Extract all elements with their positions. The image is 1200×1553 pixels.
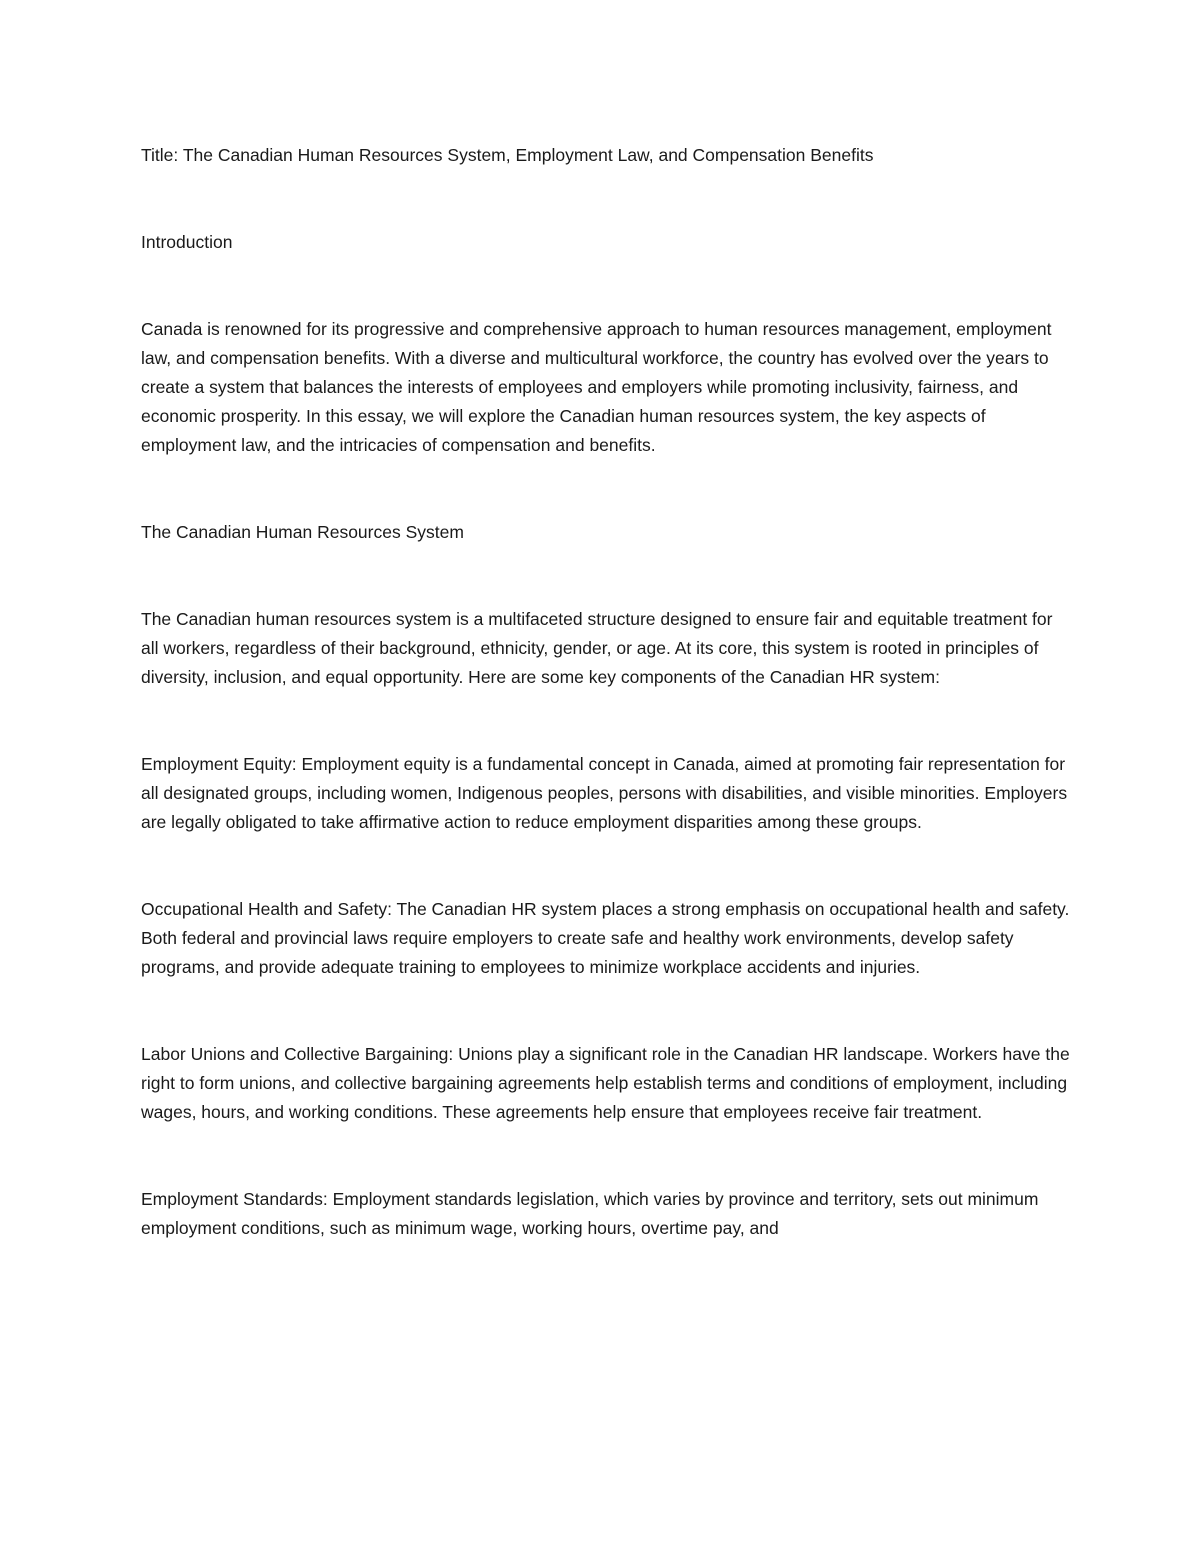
- hr-system-heading: The Canadian Human Resources System: [141, 522, 464, 542]
- introduction-heading: Introduction: [141, 232, 233, 252]
- hr-system-intro-paragraph: The Canadian human resources system is a multifaceted structure designed to ensure fair and equitable treatment for all workers, regardless of their background, ethnicity, gender, or age. At its core, this system is rooted in principles of diversity, inclusion, and equal opportunity. Here are some key components of the Canadian HR system:: [141, 609, 1053, 687]
- labor-unions-paragraph: Labor Unions and Collective Bargaining: Unions play a significant role in the Canadian HR landscape. Workers have the right to form unions, and collective bargaining agreements help establish terms and conditions of employment, including wages, hours, and working conditions. These agreements help ensure that employees receive fair treatment.: [141, 1044, 1070, 1122]
- introduction-paragraph: Canada is renowned for its progressive and comprehensive approach to human resources management, employment law, and compensation benefits. With a diverse and multicultural workforce, the country has evolved over the years to create a system that balances the interests of employees and employers while promoting inclusivity, fairness, and economic prosperity. In this essay, we will explore the Canadian human resources system, the key aspects of employment law, and the intricacies of compensation and benefits.: [141, 319, 1052, 455]
- health-safety-paragraph: Occupational Health and Safety: The Canadian HR system places a strong emphasis on occupational health and safety. Both federal and provincial laws require employers to create safe and healthy work environments, develop safety programs, and provide adequate training to employees to minimize workplace accidents and injuries.: [141, 899, 1070, 977]
- employment-equity-paragraph: Employment Equity: Employment equity is a fundamental concept in Canada, aimed at promoting fair representation for all designated groups, including women, Indigenous peoples, persons with disabilities, and visible minorities. Employers are legally obligated to take affirmative action to reduce employment disparities among these groups.: [141, 754, 1068, 832]
- employment-standards-paragraph: Employment Standards: Employment standards legislation, which varies by province and territory, sets out minimum employment conditions, such as minimum wage, working hours, overtime pay, and: [141, 1189, 1039, 1238]
- document-title: Title: The Canadian Human Resources System, Employment Law, and Compensation Benefits: [141, 145, 874, 165]
- document-body: [141, 141, 1071, 1243]
